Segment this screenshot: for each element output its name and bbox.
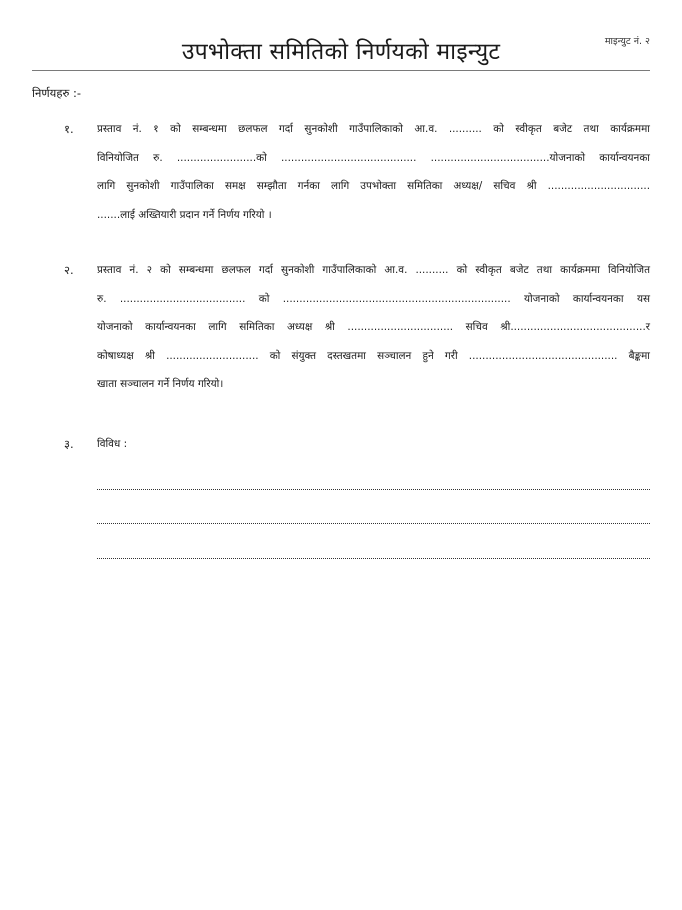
item-number: २.	[64, 263, 74, 277]
blank-dotted-line	[97, 523, 650, 524]
decision-text	[97, 115, 650, 229]
text-line: .......लाई अख्तियारी प्रदान गर्ने निर्णय गरियो ।	[97, 208, 272, 221]
item-number: ३.	[64, 437, 74, 451]
title-divider	[32, 70, 650, 71]
miscellaneous-heading: विविध :	[97, 438, 128, 450]
text-line: प्रस्ताव नं. २ को सम्बन्धमा छलफल गर्दा सुनकोशी गाउँपालिकाको आ.व. .......... को स्वीकृत बजेट तथा कार्यक्रममा विनियोजित	[97, 264, 650, 276]
text-line: खाता सञ्चालन गर्ने निर्णय गरियो।	[97, 378, 224, 390]
decisions-heading: निर्णयहरु :-	[32, 86, 82, 100]
item-number: १.	[64, 122, 74, 136]
text-line: लागि सुनकोशी गाउँपालिका समक्ष सम्झौता गर्नका लागि उपभोक्ता समितिका अध्यक्ष/ सचिव श्री ...............................	[97, 180, 650, 192]
minute-reference-number: माइन्युट नं. २	[604, 36, 650, 47]
text-line: कोषाध्यक्ष श्री ............................ को संयुक्त दस्तखतमा सञ्चालन हुने गरी ............................................. बैङ्कमा	[97, 349, 650, 362]
text-line: योजनाको कार्यान्वयनका लागि समितिका अध्यक्ष श्री ................................ सचिव श्री.........................................र	[97, 321, 650, 333]
text-line: विनियोजित रु. ........................को ......................................... ....................................योजनाको कार्यान्वयनका	[97, 151, 650, 164]
decision-text	[97, 256, 650, 399]
text-line: प्रस्ताव नं. १ को सम्बन्धमा छलफल गर्दा सुनकोशी गाउँपालिकाको आ.व. .......... को स्वीकृत बजेट तथा कार्यक्रममा	[97, 123, 650, 135]
text-line: रु. ...................................... को ..................................................................... योजनाको कार्यान्वयनका यस	[97, 292, 650, 305]
document-title: उपभोक्ता समितिको निर्णयको माइन्युट	[181, 39, 501, 65]
blank-dotted-line	[97, 489, 650, 490]
blank-dotted-line	[97, 558, 650, 559]
